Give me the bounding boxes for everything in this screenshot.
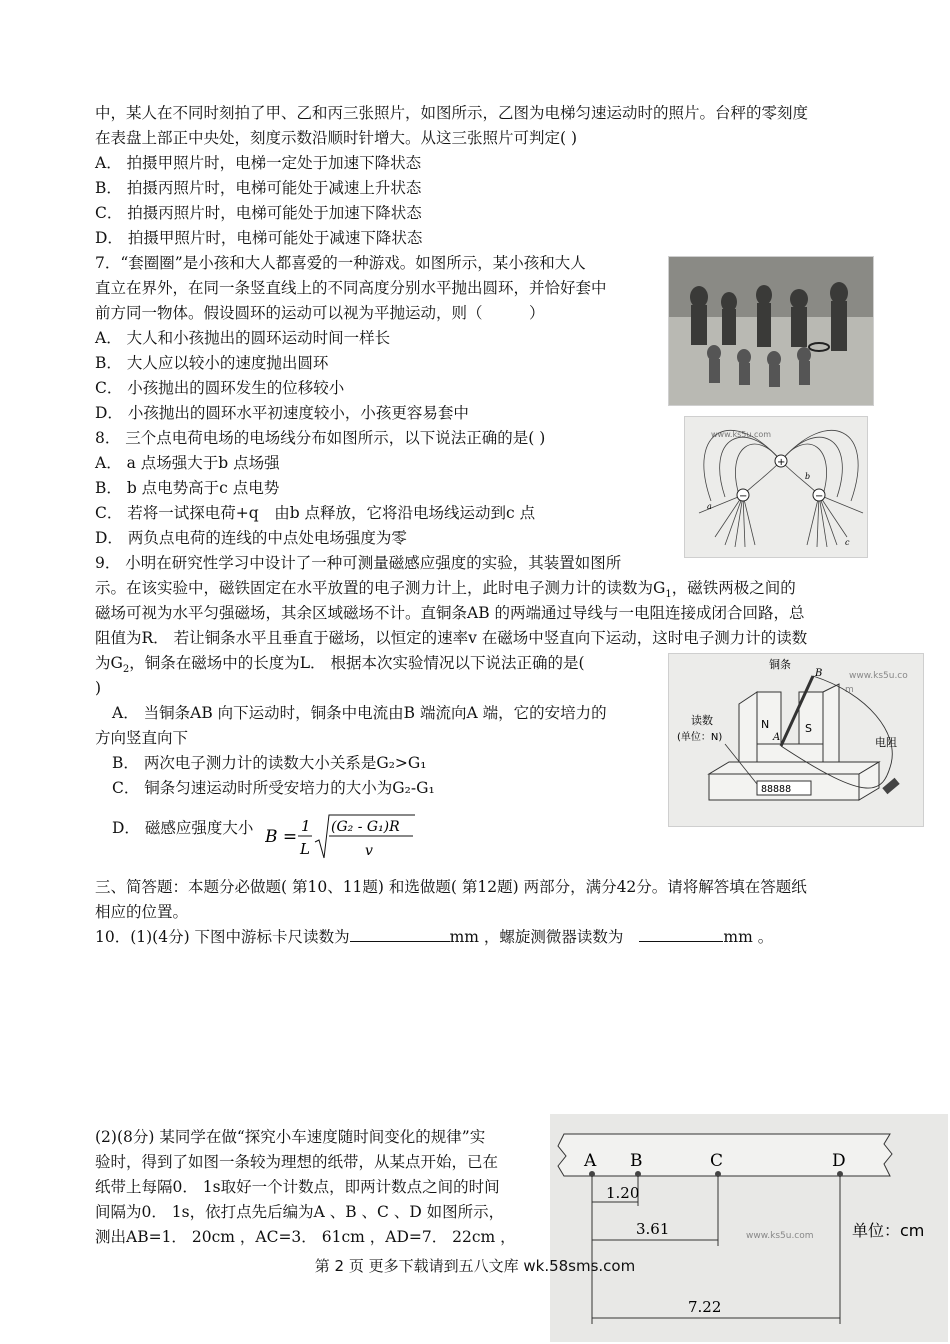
option-c: C． 若将一试探电荷+q 由b 点释放，它将沿电场线运动到c 点 <box>95 504 536 522</box>
option-b: B． 两次电子测力计的读数大小关系是G₂>G₁ <box>112 754 427 772</box>
option-b: B． 大人应以较小的速度抛出圆环 <box>95 354 329 372</box>
point-label-c: C <box>710 1151 724 1171</box>
question-9-text: 示。在该实验中，磁铁固定在水平放置的电子测力计上，此时电子测力计的读数为$G_1$，磁铁两极之间的 <box>95 579 796 601</box>
formula-radicand-numerator: (G₂ - G₁)R <box>331 819 400 835</box>
question-10-part2: 验时，得到了如图一条较为理想的纸带，从某点开始，已在 <box>95 1153 499 1171</box>
point-label-b: b <box>805 472 811 481</box>
formula-lhs: B = <box>265 827 298 847</box>
option-d: D． 小孩抛出的圆环水平初速度较小，小孩更容易套中 <box>95 404 469 422</box>
watermark: m <box>845 685 854 695</box>
distance-ab: 1.20 <box>606 1184 640 1202</box>
question-10-part2: (2)(8分) 某同学在做“探究小车速度随时间变化的规律”实 <box>95 1128 486 1146</box>
positive-charge-icon: + <box>777 457 786 468</box>
question-10-part2: 间隔为0． 1s，依打点先后编为A 、B 、C 、D 如图所示， <box>95 1203 505 1221</box>
option-d: D． 磁感应强度大小 <box>112 819 254 837</box>
option-a: A． 当铜条AB 向下运动时，铜条中电流由B 端流向A 端，它的安培力的 <box>112 704 607 722</box>
option-a: 方向竖直向下 <box>95 729 189 747</box>
point-label-b: B <box>815 668 823 679</box>
page-footer: 第 2 页 更多下载请到五八文库 wk.58sms.com <box>314 1257 636 1275</box>
section-heading: 三、简答题：本题分必做题( 第10、11题) 和选做题( 第12题) 两部分，满分42分。请将解答填在答题纸 <box>95 878 807 896</box>
question-10-part2: 测出AB=1． 20cm ，AC=3． 61cm ，AD=7． 22cm ， <box>95 1228 516 1246</box>
text-line: 中，某人在不同时刻拍了甲、乙和丙三张照片，如图所示，乙图为电梯匀速运动时的照片。台秤的零刻度 <box>95 104 809 122</box>
distance-ac: 3.61 <box>636 1220 670 1238</box>
distance-ad: 7.22 <box>688 1298 722 1316</box>
unit-label: 单位：cm <box>852 1221 925 1240</box>
question-8-text: 8． 三个点电荷电场的电场线分布如图所示，以下说法正确的是( ) <box>95 429 546 447</box>
point-label-a: A <box>584 1151 597 1171</box>
option-b: B． b 点电势高于c 点电势 <box>95 479 280 497</box>
watermark: www.ks5u.co <box>849 671 908 681</box>
option-d: D． 两负点电荷的连线的中点处电场强度为零 <box>95 529 407 547</box>
answer-blank[interactable] <box>350 925 450 942</box>
electric-field-figure <box>684 416 868 558</box>
question-10-part1: 10．(1)(4分) 下图中游标卡尺读数为 mm ，螺旋测微器读数为 mm 。 <box>95 925 773 950</box>
question-9-text: 9． 小明在研究性学习中设计了一种可测量磁感应强度的实验，其装置如图所 <box>95 554 622 572</box>
option-c: C． 小孩抛出的圆环发生的位移较小 <box>95 379 345 397</box>
negative-charge-icon: − <box>739 491 748 502</box>
scale-display: 88888 <box>761 784 792 795</box>
formula-denominator: L <box>300 840 310 858</box>
point-label-a: a <box>707 502 712 511</box>
point-label-b: B <box>630 1151 643 1171</box>
point-label-c: c <box>845 538 850 547</box>
option-b: B． 拍摄丙照片时，电梯可能处于减速上升状态 <box>95 179 422 197</box>
question-7-text: 7．“套圈圈”是小孩和大人都喜爱的一种游戏。如图所示，某小孩和大人 <box>95 254 586 272</box>
copper-bar-label: 铜条 <box>769 658 791 671</box>
question-9-text: ) <box>95 679 102 697</box>
text-line: 在表盘上部正中央处，刻度示数沿顺时针增大。从这三张照片可判定( ) <box>95 129 578 147</box>
question-7-text: 直立在界外，在同一条竖直线上的不同高度分别水平抛出圆环，并恰好套中 <box>95 279 607 297</box>
negative-charge-icon: − <box>815 491 824 502</box>
option-a: A． 大人和小孩抛出的圆环运动时间一样长 <box>95 329 391 347</box>
question-9-text: 磁场可视为水平匀强磁场，其余区域磁场不计。直铜条AB 的两端通过导线与一电阻连接成闭合回路，总 <box>95 604 805 622</box>
answer-blank[interactable] <box>639 925 723 942</box>
section-heading: 相应的位置。 <box>95 903 189 921</box>
south-pole-label: S <box>805 722 812 735</box>
option-c: C． 铜条匀速运动时所受安培力的大小为G₂-G₁ <box>112 779 435 797</box>
magnetic-induction-formula <box>265 812 425 864</box>
question-9-text: 阻值为R． 若让铜条水平且垂直于磁场，以恒定的速率v 在磁场中竖直向下运动，这时电子测力计的读数 <box>95 629 808 647</box>
formula-numerator: 1 <box>301 817 311 835</box>
formula-radicand-denominator: v <box>365 843 373 859</box>
watermark: www.ks5u.com <box>711 430 772 439</box>
option-d: D． 拍摄甲照片时，电梯可能处于减速下降状态 <box>95 229 423 247</box>
reading-label: 读数 <box>691 714 713 727</box>
question-9-text: 为$G_2$，铜条在磁场中的长度为L． 根据本次实验情况以下说法正确的是( <box>95 654 585 676</box>
reading-unit-label: (单位：N) <box>677 732 723 743</box>
option-a: A． 拍摄甲照片时，电梯一定处于加速下降状态 <box>95 154 422 172</box>
ring-toss-photo <box>668 256 874 406</box>
point-label-a: A <box>773 732 781 743</box>
magnet-apparatus-figure <box>668 653 924 827</box>
point-label-d: D <box>832 1151 846 1171</box>
option-c: C． 拍摄丙照片时，电梯可能处于加速下降状态 <box>95 204 422 222</box>
paper-tape-figure <box>550 1114 948 1342</box>
question-7-text: 前方同一物体。假设圆环的运动可以视为平抛运动，则（ ） <box>95 304 545 322</box>
north-pole-label: N <box>761 718 770 731</box>
resistor-label: 电阻 <box>875 736 897 749</box>
option-a: A． a 点场强大于b 点场强 <box>95 454 280 472</box>
watermark: www.ks5u.com <box>746 1231 814 1241</box>
question-10-part2: 纸带上每隔0． 1s取好一个计数点，即两计数点之间的时间 <box>95 1178 500 1196</box>
